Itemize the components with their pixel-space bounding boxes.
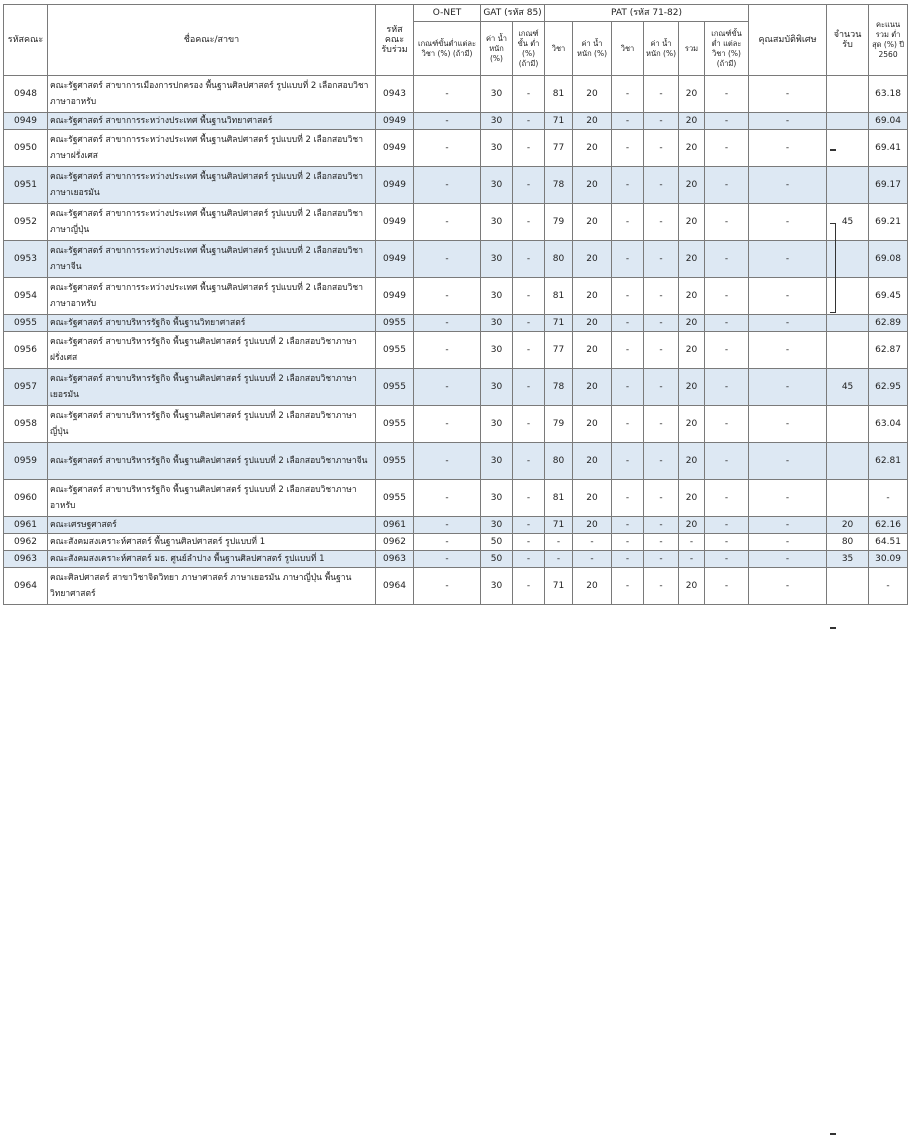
row-seats: 80 xyxy=(827,534,869,551)
row-gat-weight: 30 xyxy=(481,113,513,130)
row-pat-weight-2: - xyxy=(644,315,679,332)
row-pat-total: 20 xyxy=(679,278,705,315)
row-pat-weight-1: 20 xyxy=(573,480,612,517)
row-pat-weight-2: - xyxy=(644,278,679,315)
row-pat-total: 20 xyxy=(679,480,705,517)
row-onet-min: - xyxy=(414,480,481,517)
row-code: 0954 xyxy=(4,278,48,315)
row-joint-code: 0963 xyxy=(376,551,414,568)
header-onet-group: O-NET xyxy=(414,5,481,22)
row-pat-total: 20 xyxy=(679,332,705,369)
row-pat-min: - xyxy=(705,443,749,480)
group-brace-0949 xyxy=(830,223,836,313)
table-row xyxy=(4,130,908,167)
row-pat-subject-1: - xyxy=(545,534,573,551)
row-gat-min: - xyxy=(513,167,545,204)
row-pat-weight-2: - xyxy=(644,480,679,517)
row-onet-min: - xyxy=(414,76,481,113)
row-seats: 35 xyxy=(827,551,869,568)
row-joint-code: 0949 xyxy=(376,130,414,167)
header-code: รหัสคณะ xyxy=(4,5,48,76)
row-onet-min: - xyxy=(414,551,481,568)
row-min-score: 62.95 xyxy=(869,369,908,406)
row-pat-total: 20 xyxy=(679,315,705,332)
row-pat-subject-1: 78 xyxy=(545,167,573,204)
row-onet-min: - xyxy=(414,534,481,551)
row-pat-min: - xyxy=(705,480,749,517)
table-row xyxy=(4,406,908,443)
table-row xyxy=(4,204,908,241)
row-special: - xyxy=(749,167,827,204)
row-pat-weight-1: 20 xyxy=(573,76,612,113)
row-pat-total: 20 xyxy=(679,167,705,204)
row-min-score: 64.51 xyxy=(869,534,908,551)
row-pat-subject-2: - xyxy=(612,480,644,517)
row-pat-weight-1: 20 xyxy=(573,568,612,605)
table-row xyxy=(4,315,908,332)
row-seats: 45 xyxy=(827,369,869,406)
row-pat-subject-1: 81 xyxy=(545,278,573,315)
row-joint-code: 0943 xyxy=(376,76,414,113)
row-pat-weight-2: - xyxy=(644,369,679,406)
row-pat-subject-2: - xyxy=(612,332,644,369)
row-pat-weight-1: 20 xyxy=(573,517,612,534)
row-code: 0948 xyxy=(4,76,48,113)
row-seats xyxy=(827,406,869,443)
row-gat-min: - xyxy=(513,76,545,113)
row-pat-subject-2: - xyxy=(612,568,644,605)
row-special: - xyxy=(749,332,827,369)
row-pat-min: - xyxy=(705,278,749,315)
row-gat-weight: 30 xyxy=(481,568,513,605)
header-joint-code: รหัสคณะ รับร่วม xyxy=(376,5,414,76)
row-pat-min: - xyxy=(705,332,749,369)
row-name: คณะรัฐศาสตร์ สาขาการระหว่างประเทศ พื้นฐานศิลปศาสตร์ รูปแบบที่ 2 เลือกสอบวิชาภาษาอาหรับ xyxy=(48,278,376,315)
row-min-score: - xyxy=(869,568,908,605)
row-pat-weight-2: - xyxy=(644,130,679,167)
row-gat-weight: 50 xyxy=(481,534,513,551)
row-name: คณะสังคมสงเคราะห์ศาสตร์ พื้นฐานศิลปศาสตร์ รูปแบบที่ 1 xyxy=(48,534,376,551)
row-gat-min: - xyxy=(513,241,545,278)
row-gat-weight: 50 xyxy=(481,551,513,568)
row-joint-code: 0961 xyxy=(376,517,414,534)
row-code: 0962 xyxy=(4,534,48,551)
table-row xyxy=(4,480,908,517)
row-code: 0961 xyxy=(4,517,48,534)
header-pat-min: เกณฑ์ขั้นต่ำ แต่ละวิชา (%) (ถ้ามี) xyxy=(705,22,749,76)
header-name: ชื่อคณะ/สาขา xyxy=(48,5,376,76)
row-code: 0956 xyxy=(4,332,48,369)
row-onet-min: - xyxy=(414,443,481,480)
row-pat-min: - xyxy=(705,568,749,605)
row-pat-subject-1: 80 xyxy=(545,443,573,480)
header-pat-group: PAT (รหัส 71-82) xyxy=(545,5,749,22)
row-gat-weight: 30 xyxy=(481,369,513,406)
row-pat-weight-1: - xyxy=(573,551,612,568)
row-gat-min: - xyxy=(513,332,545,369)
row-joint-code: 0949 xyxy=(376,241,414,278)
row-name: คณะรัฐศาสตร์ สาขาการระหว่างประเทศ พื้นฐานวิทยาศาสตร์ xyxy=(48,113,376,130)
row-onet-min: - xyxy=(414,315,481,332)
row-gat-weight: 30 xyxy=(481,406,513,443)
row-joint-code: 0949 xyxy=(376,204,414,241)
row-pat-subject-2: - xyxy=(612,369,644,406)
row-special: - xyxy=(749,517,827,534)
row-seats: 20 xyxy=(827,517,869,534)
row-pat-weight-2: - xyxy=(644,568,679,605)
row-gat-min: - xyxy=(513,534,545,551)
row-pat-weight-1: 20 xyxy=(573,332,612,369)
row-pat-subject-2: - xyxy=(612,278,644,315)
row-pat-weight-2: - xyxy=(644,113,679,130)
row-name: คณะรัฐศาสตร์ สาขาบริหารรัฐกิจ พื้นฐานศิลปศาสตร์ รูปแบบที่ 2 เลือกสอบวิชาภาษาฝรั่งเศส xyxy=(48,332,376,369)
header-pat-subject-2: วิชา xyxy=(612,22,644,76)
row-code: 0951 xyxy=(4,167,48,204)
row-gat-min: - xyxy=(513,551,545,568)
row-name: คณะรัฐศาสตร์ สาขาบริหารรัฐกิจ พื้นฐานศิลปศาสตร์ รูปแบบที่ 2 เลือกสอบวิชาภาษาเยอรมัน xyxy=(48,369,376,406)
row-pat-subject-2: - xyxy=(612,167,644,204)
row-pat-weight-1: 20 xyxy=(573,241,612,278)
row-pat-subject-1: 78 xyxy=(545,369,573,406)
table-row xyxy=(4,113,908,130)
row-onet-min: - xyxy=(414,369,481,406)
row-pat-min: - xyxy=(705,369,749,406)
row-gat-min: - xyxy=(513,369,545,406)
row-pat-weight-1: 20 xyxy=(573,113,612,130)
row-joint-code: 0962 xyxy=(376,534,414,551)
row-code: 0958 xyxy=(4,406,48,443)
row-name: คณะรัฐศาสตร์ สาขาการระหว่างประเทศ พื้นฐานศิลปศาสตร์ รูปแบบที่ 2 เลือกสอบวิชาภาษาเยอรมัน xyxy=(48,167,376,204)
row-pat-subject-1: 71 xyxy=(545,315,573,332)
row-special: - xyxy=(749,315,827,332)
header-gat-min: เกณฑ์ขั้น ต่ำ (%) (ถ้ามี) xyxy=(513,22,545,76)
row-gat-weight: 30 xyxy=(481,241,513,278)
row-special: - xyxy=(749,534,827,551)
row-special: - xyxy=(749,204,827,241)
row-pat-subject-2: - xyxy=(612,130,644,167)
row-code: 0959 xyxy=(4,443,48,480)
row-pat-min: - xyxy=(705,406,749,443)
row-special: - xyxy=(749,443,827,480)
table-row xyxy=(4,568,908,605)
row-pat-total: 20 xyxy=(679,241,705,278)
row-pat-subject-2: - xyxy=(612,241,644,278)
table-row xyxy=(4,76,908,113)
row-pat-subject-1: 71 xyxy=(545,517,573,534)
row-pat-total: 20 xyxy=(679,130,705,167)
row-min-score: 69.04 xyxy=(869,113,908,130)
row-pat-total: - xyxy=(679,551,705,568)
row-pat-subject-2: - xyxy=(612,406,644,443)
row-min-score: 69.41 xyxy=(869,130,908,167)
admission-criteria-table xyxy=(3,4,908,605)
row-name: คณะเศรษฐศาสตร์ xyxy=(48,517,376,534)
row-pat-weight-2: - xyxy=(644,332,679,369)
row-pat-weight-2: - xyxy=(644,76,679,113)
row-joint-code: 0955 xyxy=(376,406,414,443)
row-name: คณะศิลปศาสตร์ สาขาวิชาจิตวิทยา ภาษาศาสตร์ ภาษาเยอรมัน ภาษาญี่ปุ่น พื้นฐานวิทยาศาสตร์ xyxy=(48,568,376,605)
row-pat-min: - xyxy=(705,517,749,534)
table-row xyxy=(4,241,908,278)
table-body xyxy=(4,76,908,605)
header-min-score: คะแนนรวม ต่ำสุด (%) ปี 2560 xyxy=(869,5,908,76)
row-pat-weight-1: 20 xyxy=(573,130,612,167)
header-pat-subject-1: วิชา xyxy=(545,22,573,76)
row-min-score: 63.18 xyxy=(869,76,908,113)
row-gat-weight: 30 xyxy=(481,480,513,517)
row-pat-total: 20 xyxy=(679,517,705,534)
row-name: คณะรัฐศาสตร์ สาขาบริหารรัฐกิจ พื้นฐานศิลปศาสตร์ รูปแบบที่ 2 เลือกสอบวิชาภาษาจีน xyxy=(48,443,376,480)
row-min-score: 62.87 xyxy=(869,332,908,369)
table-row xyxy=(4,443,908,480)
row-pat-subject-1: 79 xyxy=(545,204,573,241)
row-pat-weight-2: - xyxy=(644,406,679,443)
row-gat-min: - xyxy=(513,406,545,443)
row-gat-weight: 30 xyxy=(481,204,513,241)
row-min-score: 69.21 xyxy=(869,204,908,241)
row-gat-weight: 30 xyxy=(481,130,513,167)
row-min-score: 69.08 xyxy=(869,241,908,278)
row-gat-weight: 30 xyxy=(481,76,513,113)
row-special: - xyxy=(749,241,827,278)
row-gat-min: - xyxy=(513,315,545,332)
row-name: คณะรัฐศาสตร์ สาขาบริหารรัฐกิจ พื้นฐานศิลปศาสตร์ รูปแบบที่ 2 เลือกสอบวิชาภาษาอาหรับ xyxy=(48,480,376,517)
row-pat-weight-1: 20 xyxy=(573,443,612,480)
row-gat-min: - xyxy=(513,480,545,517)
row-min-score: 69.45 xyxy=(869,278,908,315)
row-special: - xyxy=(749,551,827,568)
group-brace-0955 xyxy=(830,627,836,629)
row-pat-weight-1: 20 xyxy=(573,369,612,406)
row-name: คณะสังคมสงเคราะห์ศาสตร์ มธ. ศูนย์ลำปาง พื้นฐานศิลปศาสตร์ รูปแบบที่ 1 xyxy=(48,551,376,568)
row-pat-total: 20 xyxy=(679,568,705,605)
row-onet-min: - xyxy=(414,113,481,130)
row-pat-subject-2: - xyxy=(612,551,644,568)
row-joint-code: 0949 xyxy=(376,167,414,204)
row-joint-code: 0955 xyxy=(376,480,414,517)
row-gat-weight: 30 xyxy=(481,278,513,315)
row-onet-min: - xyxy=(414,130,481,167)
row-pat-total: 20 xyxy=(679,113,705,130)
row-special: - xyxy=(749,113,827,130)
row-onet-min: - xyxy=(414,332,481,369)
row-code: 0953 xyxy=(4,241,48,278)
row-seats xyxy=(827,113,869,130)
header-pat-weight-1: ค่า น้ำหนัก (%) xyxy=(573,22,612,76)
row-gat-min: - xyxy=(513,113,545,130)
row-pat-subject-1: 77 xyxy=(545,130,573,167)
row-pat-weight-1: 20 xyxy=(573,406,612,443)
row-pat-weight-1: 20 xyxy=(573,204,612,241)
row-pat-subject-2: - xyxy=(612,315,644,332)
row-pat-weight-1: 20 xyxy=(573,315,612,332)
row-joint-code: 0955 xyxy=(376,332,414,369)
row-name: คณะรัฐศาสตร์ สาขาบริหารรัฐกิจ พื้นฐานวิทยาศาสตร์ xyxy=(48,315,376,332)
row-seats xyxy=(827,315,869,332)
table-row xyxy=(4,278,908,315)
row-seats xyxy=(827,443,869,480)
header-gat-group: GAT (รหัส 85) xyxy=(481,5,545,22)
header-pat-total: รวม xyxy=(679,22,705,76)
row-pat-min: - xyxy=(705,534,749,551)
table-row xyxy=(4,534,908,551)
row-pat-subject-2: - xyxy=(612,76,644,113)
row-joint-code: 0964 xyxy=(376,568,414,605)
table-row xyxy=(4,167,908,204)
row-special: - xyxy=(749,76,827,113)
row-code: 0964 xyxy=(4,568,48,605)
row-pat-weight-2: - xyxy=(644,241,679,278)
row-gat-weight: 30 xyxy=(481,517,513,534)
row-seats xyxy=(827,76,869,113)
row-name: คณะรัฐศาสตร์ สาขาการระหว่างประเทศ พื้นฐานศิลปศาสตร์ รูปแบบที่ 2 เลือกสอบวิชาภาษาจีน xyxy=(48,241,376,278)
row-name: คณะรัฐศาสตร์ สาขาการระหว่างประเทศ พื้นฐานศิลปศาสตร์ รูปแบบที่ 2 เลือกสอบวิชาภาษาญี่ปุ่น xyxy=(48,204,376,241)
row-min-score: 62.89 xyxy=(869,315,908,332)
row-pat-weight-2: - xyxy=(644,443,679,480)
table-header xyxy=(4,5,908,76)
row-pat-weight-2: - xyxy=(644,517,679,534)
table-row xyxy=(4,551,908,568)
row-pat-total: 20 xyxy=(679,369,705,406)
row-gat-min: - xyxy=(513,517,545,534)
row-code: 0963 xyxy=(4,551,48,568)
row-pat-subject-2: - xyxy=(612,534,644,551)
row-pat-weight-2: - xyxy=(644,551,679,568)
row-gat-weight: 30 xyxy=(481,167,513,204)
row-seats xyxy=(827,568,869,605)
row-joint-code: 0955 xyxy=(376,443,414,480)
row-code: 0955 xyxy=(4,315,48,332)
row-name: คณะรัฐศาสตร์ สาขาการระหว่างประเทศ พื้นฐานศิลปศาสตร์ รูปแบบที่ 2 เลือกสอบวิชาภาษาฝรั่งเศส xyxy=(48,130,376,167)
row-pat-subject-2: - xyxy=(612,113,644,130)
header-special: คุณสมบัติพิเศษ xyxy=(749,5,827,76)
row-seats xyxy=(827,167,869,204)
row-name: คณะรัฐศาสตร์ สาขาการเมืองการปกครอง พื้นฐานศิลปศาสตร์ รูปแบบที่ 2 เลือกสอบวิชาภาษาอาหรับ xyxy=(48,76,376,113)
row-gat-min: - xyxy=(513,130,545,167)
row-special: - xyxy=(749,480,827,517)
row-min-score: 69.17 xyxy=(869,167,908,204)
row-pat-subject-1: 81 xyxy=(545,480,573,517)
row-min-score: 30.09 xyxy=(869,551,908,568)
row-code: 0949 xyxy=(4,113,48,130)
row-special: - xyxy=(749,369,827,406)
row-pat-total: 20 xyxy=(679,406,705,443)
row-pat-total: - xyxy=(679,534,705,551)
row-gat-min: - xyxy=(513,443,545,480)
row-pat-subject-2: - xyxy=(612,517,644,534)
row-pat-subject-2: - xyxy=(612,204,644,241)
row-seats xyxy=(827,130,869,167)
row-pat-weight-2: - xyxy=(644,534,679,551)
header-onet-min: เกณฑ์ขั้นต่ำแต่ละวิชา (%) (ถ้ามี) xyxy=(414,22,481,76)
row-onet-min: - xyxy=(414,241,481,278)
row-special: - xyxy=(749,406,827,443)
row-pat-weight-2: - xyxy=(644,167,679,204)
table-row xyxy=(4,332,908,369)
row-pat-total: 20 xyxy=(679,443,705,480)
row-gat-min: - xyxy=(513,278,545,315)
row-min-score: 62.16 xyxy=(869,517,908,534)
header-gat-weight: ค่า น้ำหนัก (%) xyxy=(481,22,513,76)
row-pat-subject-1: 80 xyxy=(545,241,573,278)
row-joint-code: 0955 xyxy=(376,315,414,332)
row-code: 0957 xyxy=(4,369,48,406)
row-min-score: - xyxy=(869,480,908,517)
row-pat-weight-1: 20 xyxy=(573,167,612,204)
row-pat-min: - xyxy=(705,241,749,278)
row-pat-weight-1: - xyxy=(573,534,612,551)
row-pat-weight-1: 20 xyxy=(573,278,612,315)
row-pat-min: - xyxy=(705,167,749,204)
row-min-score: 62.81 xyxy=(869,443,908,480)
row-pat-subject-2: - xyxy=(612,443,644,480)
row-onet-min: - xyxy=(414,278,481,315)
row-gat-weight: 30 xyxy=(481,443,513,480)
table-row xyxy=(4,369,908,406)
row-pat-subject-1: 71 xyxy=(545,113,573,130)
row-pat-min: - xyxy=(705,130,749,167)
row-pat-total: 20 xyxy=(679,204,705,241)
row-special: - xyxy=(749,130,827,167)
row-pat-subject-1: 77 xyxy=(545,332,573,369)
row-joint-code: 0955 xyxy=(376,369,414,406)
row-pat-weight-2: - xyxy=(644,204,679,241)
header-pat-weight-2: ค่า น้ำหนัก (%) xyxy=(644,22,679,76)
row-pat-min: - xyxy=(705,315,749,332)
admission-table-container xyxy=(3,4,908,605)
group-brace-0948 xyxy=(830,149,836,151)
row-pat-min: - xyxy=(705,204,749,241)
row-pat-subject-1: 79 xyxy=(545,406,573,443)
row-onet-min: - xyxy=(414,517,481,534)
row-pat-min: - xyxy=(705,113,749,130)
row-onet-min: - xyxy=(414,167,481,204)
row-joint-code: 0949 xyxy=(376,278,414,315)
row-onet-min: - xyxy=(414,204,481,241)
row-pat-subject-1: 81 xyxy=(545,76,573,113)
row-seats xyxy=(827,332,869,369)
row-onet-min: - xyxy=(414,568,481,605)
row-pat-min: - xyxy=(705,76,749,113)
table-row xyxy=(4,517,908,534)
row-gat-min: - xyxy=(513,204,545,241)
row-name: คณะรัฐศาสตร์ สาขาบริหารรัฐกิจ พื้นฐานศิลปศาสตร์ รูปแบบที่ 2 เลือกสอบวิชาภาษาญี่ปุ่น xyxy=(48,406,376,443)
row-joint-code: 0949 xyxy=(376,113,414,130)
row-code: 0960 xyxy=(4,480,48,517)
row-special: - xyxy=(749,568,827,605)
row-seats: 45 xyxy=(827,204,869,241)
row-gat-weight: 30 xyxy=(481,315,513,332)
row-special: - xyxy=(749,278,827,315)
header-seats: จำนวนรับ xyxy=(827,5,869,76)
row-gat-min: - xyxy=(513,568,545,605)
row-pat-total: 20 xyxy=(679,76,705,113)
row-pat-subject-1: 71 xyxy=(545,568,573,605)
row-code: 0950 xyxy=(4,130,48,167)
row-pat-subject-1: - xyxy=(545,551,573,568)
row-seats xyxy=(827,480,869,517)
row-onet-min: - xyxy=(414,406,481,443)
row-min-score: 63.04 xyxy=(869,406,908,443)
row-gat-weight: 30 xyxy=(481,332,513,369)
row-pat-min: - xyxy=(705,551,749,568)
row-code: 0952 xyxy=(4,204,48,241)
